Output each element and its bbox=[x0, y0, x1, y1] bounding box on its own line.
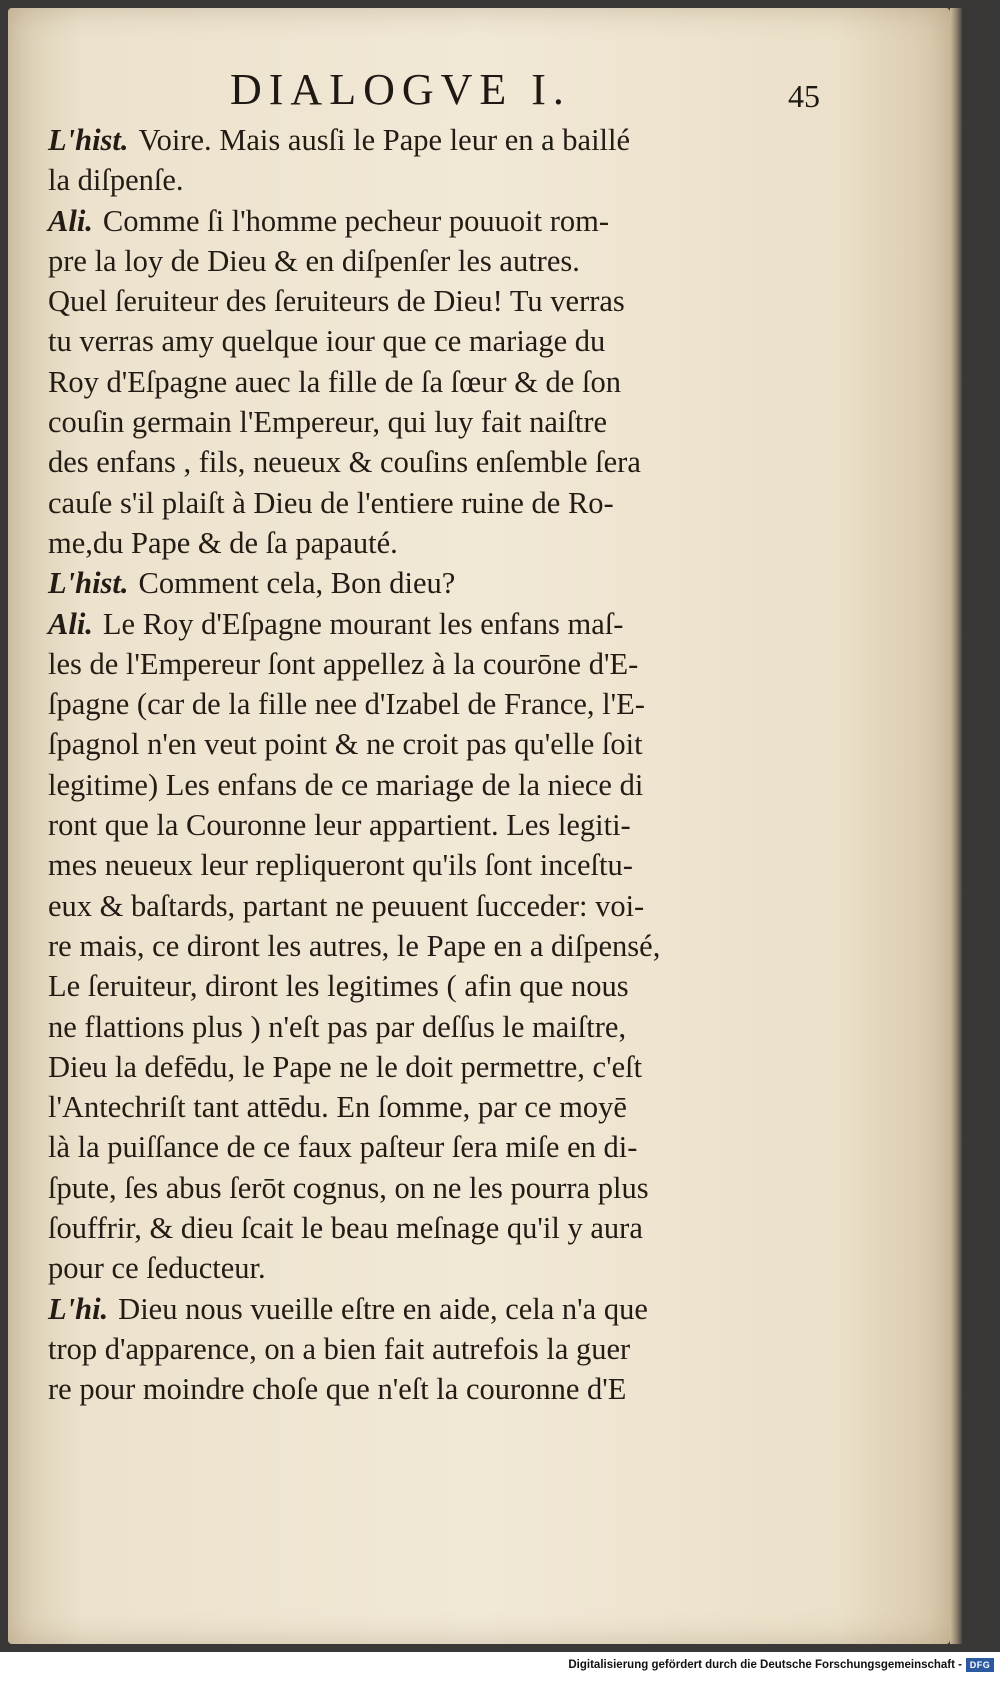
page-number: 45 bbox=[788, 78, 820, 114]
footer-bar bbox=[0, 1652, 1000, 1681]
line-text: me,du Pape & de ſa papauté. bbox=[48, 525, 398, 560]
line-text: mes neueux leur repliqueront qu'ils ſont inceſtu- bbox=[48, 848, 633, 883]
line-text: ſouffrir, & dieu ſcait le beau meſnage qu'il y aura bbox=[48, 1211, 643, 1246]
line-text: ſpagnol n'en veut point & ne croit pas qu'elle ſoit bbox=[48, 727, 643, 762]
text-line bbox=[48, 523, 778, 563]
text-line bbox=[48, 845, 778, 885]
text-line bbox=[48, 1047, 778, 1087]
line-text: là la puiſſance de ce faux paſteur ſera miſe en di- bbox=[48, 1130, 638, 1165]
text-line bbox=[48, 483, 778, 523]
line-text: Comme ſi l'homme pecheur pouuoit rom- bbox=[102, 203, 610, 238]
line-text: la diſpenſe. bbox=[48, 163, 184, 198]
text-block bbox=[48, 120, 778, 1410]
speaker-label: L'hist. bbox=[48, 566, 129, 601]
text-line bbox=[48, 402, 778, 442]
line-text: re mais, ce diront les autres, le Pape en a diſpensé, bbox=[48, 928, 661, 963]
text-line bbox=[48, 1087, 778, 1127]
dfg-logo: DFG bbox=[966, 1658, 994, 1672]
line-text: cauſe s'il plaiſt à Dieu de l'entiere ruine de Ro- bbox=[48, 485, 614, 520]
line-text: ront que la Couronne leur appartient. Les legiti- bbox=[48, 808, 631, 843]
text-line bbox=[48, 604, 778, 644]
text-line bbox=[48, 362, 778, 402]
line-text: Voire. Mais ausſi le Pape leur en a baillé bbox=[138, 123, 631, 157]
text-line bbox=[48, 201, 778, 241]
line-text: re pour moindre choſe que n'eſt la couronne d'E bbox=[48, 1372, 627, 1407]
page-header bbox=[230, 64, 820, 120]
line-text: legitime) Les enfans de ce mariage de la niece di bbox=[48, 767, 644, 802]
speaker-label: Ali. bbox=[48, 203, 93, 238]
text-line bbox=[48, 241, 778, 281]
text-line bbox=[48, 926, 778, 966]
text-line bbox=[48, 160, 778, 200]
speaker-label: L'hi. bbox=[48, 1291, 109, 1326]
line-text: ſpagne (car de la fille nee d'Izabel de France, l'E- bbox=[48, 687, 645, 722]
text-line bbox=[48, 1168, 778, 1208]
text-line bbox=[48, 321, 778, 361]
line-text: trop d'apparence, on a bien fait autrefois la guer bbox=[48, 1331, 631, 1366]
text-line bbox=[48, 1289, 778, 1329]
line-text: couſin germain l'Empereur, qui luy fait naiſtre bbox=[48, 405, 608, 440]
line-text: les de l'Empereur ſont appellez à la courōne d'E- bbox=[48, 646, 639, 681]
line-text: Comment cela, Bon dieu? bbox=[138, 566, 456, 601]
line-text: eux & baſtards, partant ne peuuent ſucceder: voi- bbox=[48, 888, 645, 923]
text-line bbox=[48, 886, 778, 926]
text-line bbox=[48, 805, 778, 845]
text-line bbox=[48, 966, 778, 1006]
text-line bbox=[48, 1007, 778, 1047]
line-text: Dieu la defēdu, le Pape ne le doit permettre, c'eſt bbox=[48, 1049, 643, 1084]
line-text: ne flattions plus ) n'eſt pas par deſſus le maiſtre, bbox=[48, 1009, 627, 1044]
text-line bbox=[48, 563, 778, 603]
text-line bbox=[48, 281, 778, 321]
page-edge bbox=[950, 8, 962, 1644]
line-text: Roy d'Eſpagne auec la fille de ſa ſœur & de ſon bbox=[48, 364, 621, 399]
text-line bbox=[48, 1248, 778, 1288]
text-line bbox=[48, 1329, 778, 1369]
text-line bbox=[48, 1208, 778, 1248]
line-text: Dieu nous vueille eſtre en aide, cela n'a que bbox=[118, 1291, 648, 1326]
text-line bbox=[48, 1369, 778, 1409]
speaker-label: L'hist. bbox=[48, 123, 129, 157]
line-text: des enfans , fils, neueux & couſins enſemble ſera bbox=[48, 445, 641, 480]
text-line bbox=[48, 1127, 778, 1167]
line-text: Quel ſeruiteur des ſeruiteurs de Dieu! Tu verras bbox=[48, 284, 625, 319]
line-text: ſpute, ſes abus ſerōt cognus, on ne les pourra plus bbox=[48, 1170, 649, 1205]
text-line bbox=[48, 120, 778, 160]
text-line bbox=[48, 765, 778, 805]
line-text: tu verras amy quelque iour que ce mariage du bbox=[48, 324, 606, 359]
text-line bbox=[48, 684, 778, 724]
line-text: Le ſeruiteur, diront les legitimes ( afin que nous bbox=[48, 969, 629, 1004]
line-text: Le Roy d'Eſpagne mourant les enfans maſ- bbox=[102, 606, 624, 641]
line-text: pre la loy de Dieu & en diſpenſer les autres. bbox=[48, 243, 580, 278]
speaker-label: Ali. bbox=[48, 606, 93, 641]
text-line bbox=[48, 442, 778, 482]
text-line bbox=[48, 724, 778, 764]
line-text: pour ce ſeducteur. bbox=[48, 1251, 266, 1286]
running-title: DIALOGVE I. bbox=[230, 65, 571, 114]
text-line bbox=[48, 644, 778, 684]
line-text: l'Antechriſt tant attēdu. En ſomme, par ce moyē bbox=[48, 1090, 627, 1125]
funding-credit: Digitalisierung gefördert durch die Deutsche Forschungsgemeinschaft - bbox=[568, 1659, 962, 1671]
